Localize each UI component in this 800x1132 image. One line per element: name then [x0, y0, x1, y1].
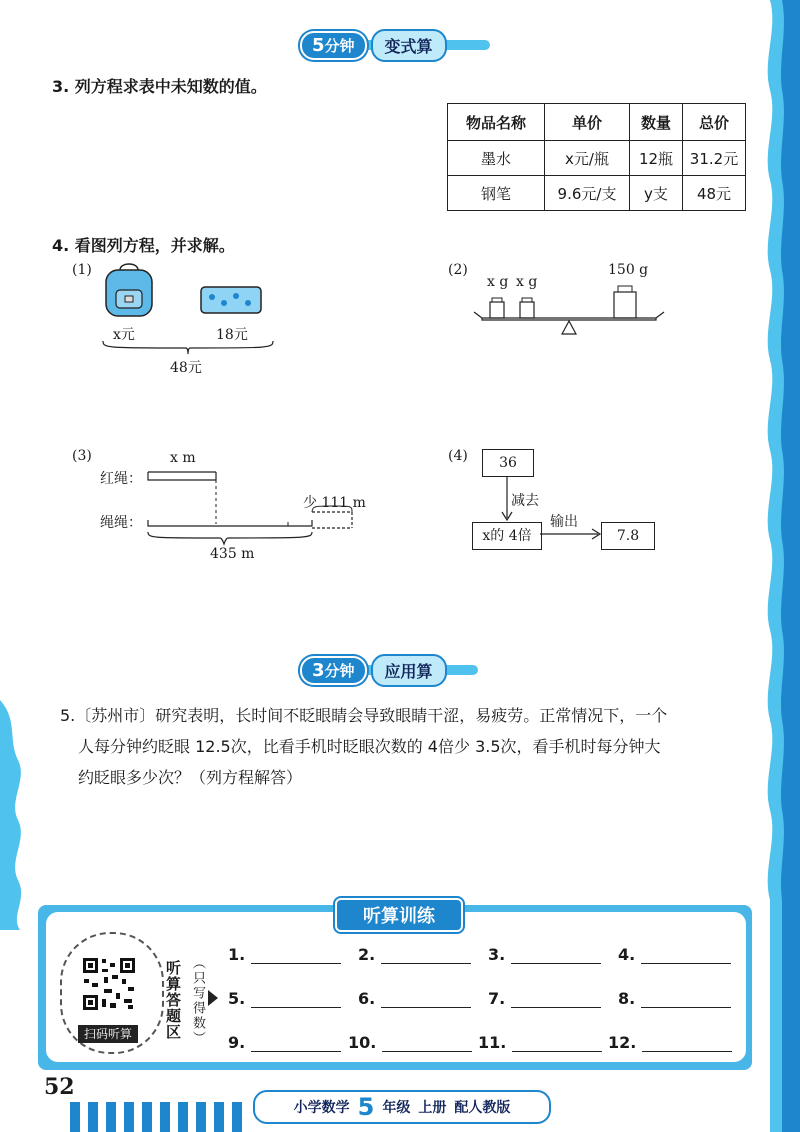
- fig1-label: (1): [72, 262, 92, 278]
- fig2-weight-left-1: x g: [487, 274, 509, 290]
- book-edition: 配人教版: [454, 1100, 511, 1116]
- answer-slot[interactable]: 1.: [228, 945, 341, 964]
- fig4-op-label: 减去: [511, 493, 539, 509]
- table-cell: x元/瓶: [545, 141, 630, 176]
- section-badge-application: [300, 655, 478, 685]
- badge-title: 变式算: [371, 29, 447, 62]
- section-badge-variant: [300, 30, 490, 60]
- fig4-expr-box: x的 4倍: [472, 522, 542, 550]
- table-row: [448, 176, 746, 211]
- table-cell: 钢笔: [448, 176, 545, 211]
- answer-area-note: （只写得数）: [190, 956, 205, 1046]
- answer-slot[interactable]: 8.: [618, 989, 731, 1008]
- answer-slot[interactable]: 5.: [228, 989, 341, 1008]
- book-info: [253, 1090, 551, 1124]
- table-cell: y支: [630, 176, 683, 211]
- book-grade-unit: 年级: [382, 1100, 411, 1116]
- q5-line-1: 5.〔苏州市〕研究表明，长时间不眨眼睛会导致眼睛干涩，易疲劳。正常情况下，一个: [60, 706, 668, 725]
- table-header: 总价: [683, 104, 746, 141]
- page-number: 52: [44, 1074, 75, 1100]
- badge-minutes: 5分钟: [300, 31, 367, 60]
- pencil-box-icon: [200, 285, 262, 315]
- rope-diagram: [140, 462, 360, 546]
- fig3-label: (3): [72, 448, 92, 464]
- fig1-total-brace: [102, 340, 274, 356]
- badge-minutes: 3分钟: [300, 656, 367, 685]
- answer-slot[interactable]: 9.: [228, 1033, 341, 1052]
- price-table: [447, 103, 746, 211]
- right-wave-border: [748, 0, 800, 1132]
- answer-slot[interactable]: 2.: [358, 945, 471, 964]
- fig2-weight-left-2: x g: [516, 274, 538, 290]
- q5-line-2: 人每分钟约眨眼 12.5次，比看手机时眨眼次数的 4倍少 3.5次，看手机时每分钟大: [78, 737, 661, 756]
- table-cell: 9.6元/支: [545, 176, 630, 211]
- fig1-box-price: 18元: [216, 327, 248, 343]
- fig2-weight-right: 150 g: [608, 262, 649, 278]
- table-cell: 48元: [683, 176, 746, 211]
- answer-slot[interactable]: 12.: [608, 1033, 732, 1052]
- table-header-row: [448, 104, 746, 141]
- fig1-total: 48元: [170, 360, 202, 376]
- arrow-right-icon: [208, 990, 218, 1006]
- book-grade: 5: [357, 1093, 375, 1121]
- fig4-result-box: 7.8: [601, 522, 655, 550]
- answer-slot[interactable]: 7.: [488, 989, 601, 1008]
- answer-slot[interactable]: 3.: [488, 945, 601, 964]
- fig4-label: (4): [448, 448, 468, 464]
- book-volume: 上册: [418, 1100, 447, 1116]
- q5-line-3: 约眨眼多少次？（列方程解答）: [78, 768, 303, 787]
- badge-title: 应用算: [371, 654, 447, 687]
- fig3-less-label: 少 111 m: [303, 495, 366, 511]
- table-cell: 12瓶: [630, 141, 683, 176]
- table-header: 单价: [545, 104, 630, 141]
- table-row: [448, 141, 746, 176]
- table-cell: 31.2元: [683, 141, 746, 176]
- table-header: 物品名称: [448, 104, 545, 141]
- answer-slot[interactable]: 6.: [358, 989, 471, 1008]
- q4-title: 4. 看图列方程，并求解。: [52, 236, 235, 255]
- fig4-out-label: 输出: [550, 514, 578, 530]
- book-subject: 小学数学: [293, 1100, 350, 1116]
- answer-area-label: 听算答题区: [164, 960, 182, 1040]
- fig3-red-rope-label: 红绳：: [100, 471, 142, 487]
- answer-slot[interactable]: 10.: [348, 1033, 472, 1052]
- answer-slot[interactable]: 11.: [478, 1033, 602, 1052]
- fig3-green-length: 435 m: [210, 546, 255, 562]
- fig4-start-box: 36: [482, 449, 534, 477]
- listening-title: 听算训练: [335, 898, 463, 932]
- q3-title: 3. 列方程求表中未知数的值。: [52, 77, 267, 96]
- table-header: 数量: [630, 104, 683, 141]
- left-wave-border: [0, 700, 50, 930]
- fig2-label: (2): [448, 262, 468, 278]
- balance-scale-icon: [470, 282, 670, 338]
- fig3-green-rope-label: 绳绳：: [100, 515, 142, 531]
- answer-slot[interactable]: 4.: [618, 945, 731, 964]
- scan-label[interactable]: 扫码听算: [78, 1025, 138, 1043]
- fig3-red-length: x m: [170, 450, 196, 466]
- table-cell: 墨水: [448, 141, 545, 176]
- backpack-icon: [100, 262, 158, 320]
- footer-stripes: [70, 1102, 245, 1132]
- fig1-bag-price: x元: [113, 327, 135, 343]
- qr-code-icon[interactable]: [82, 957, 136, 1011]
